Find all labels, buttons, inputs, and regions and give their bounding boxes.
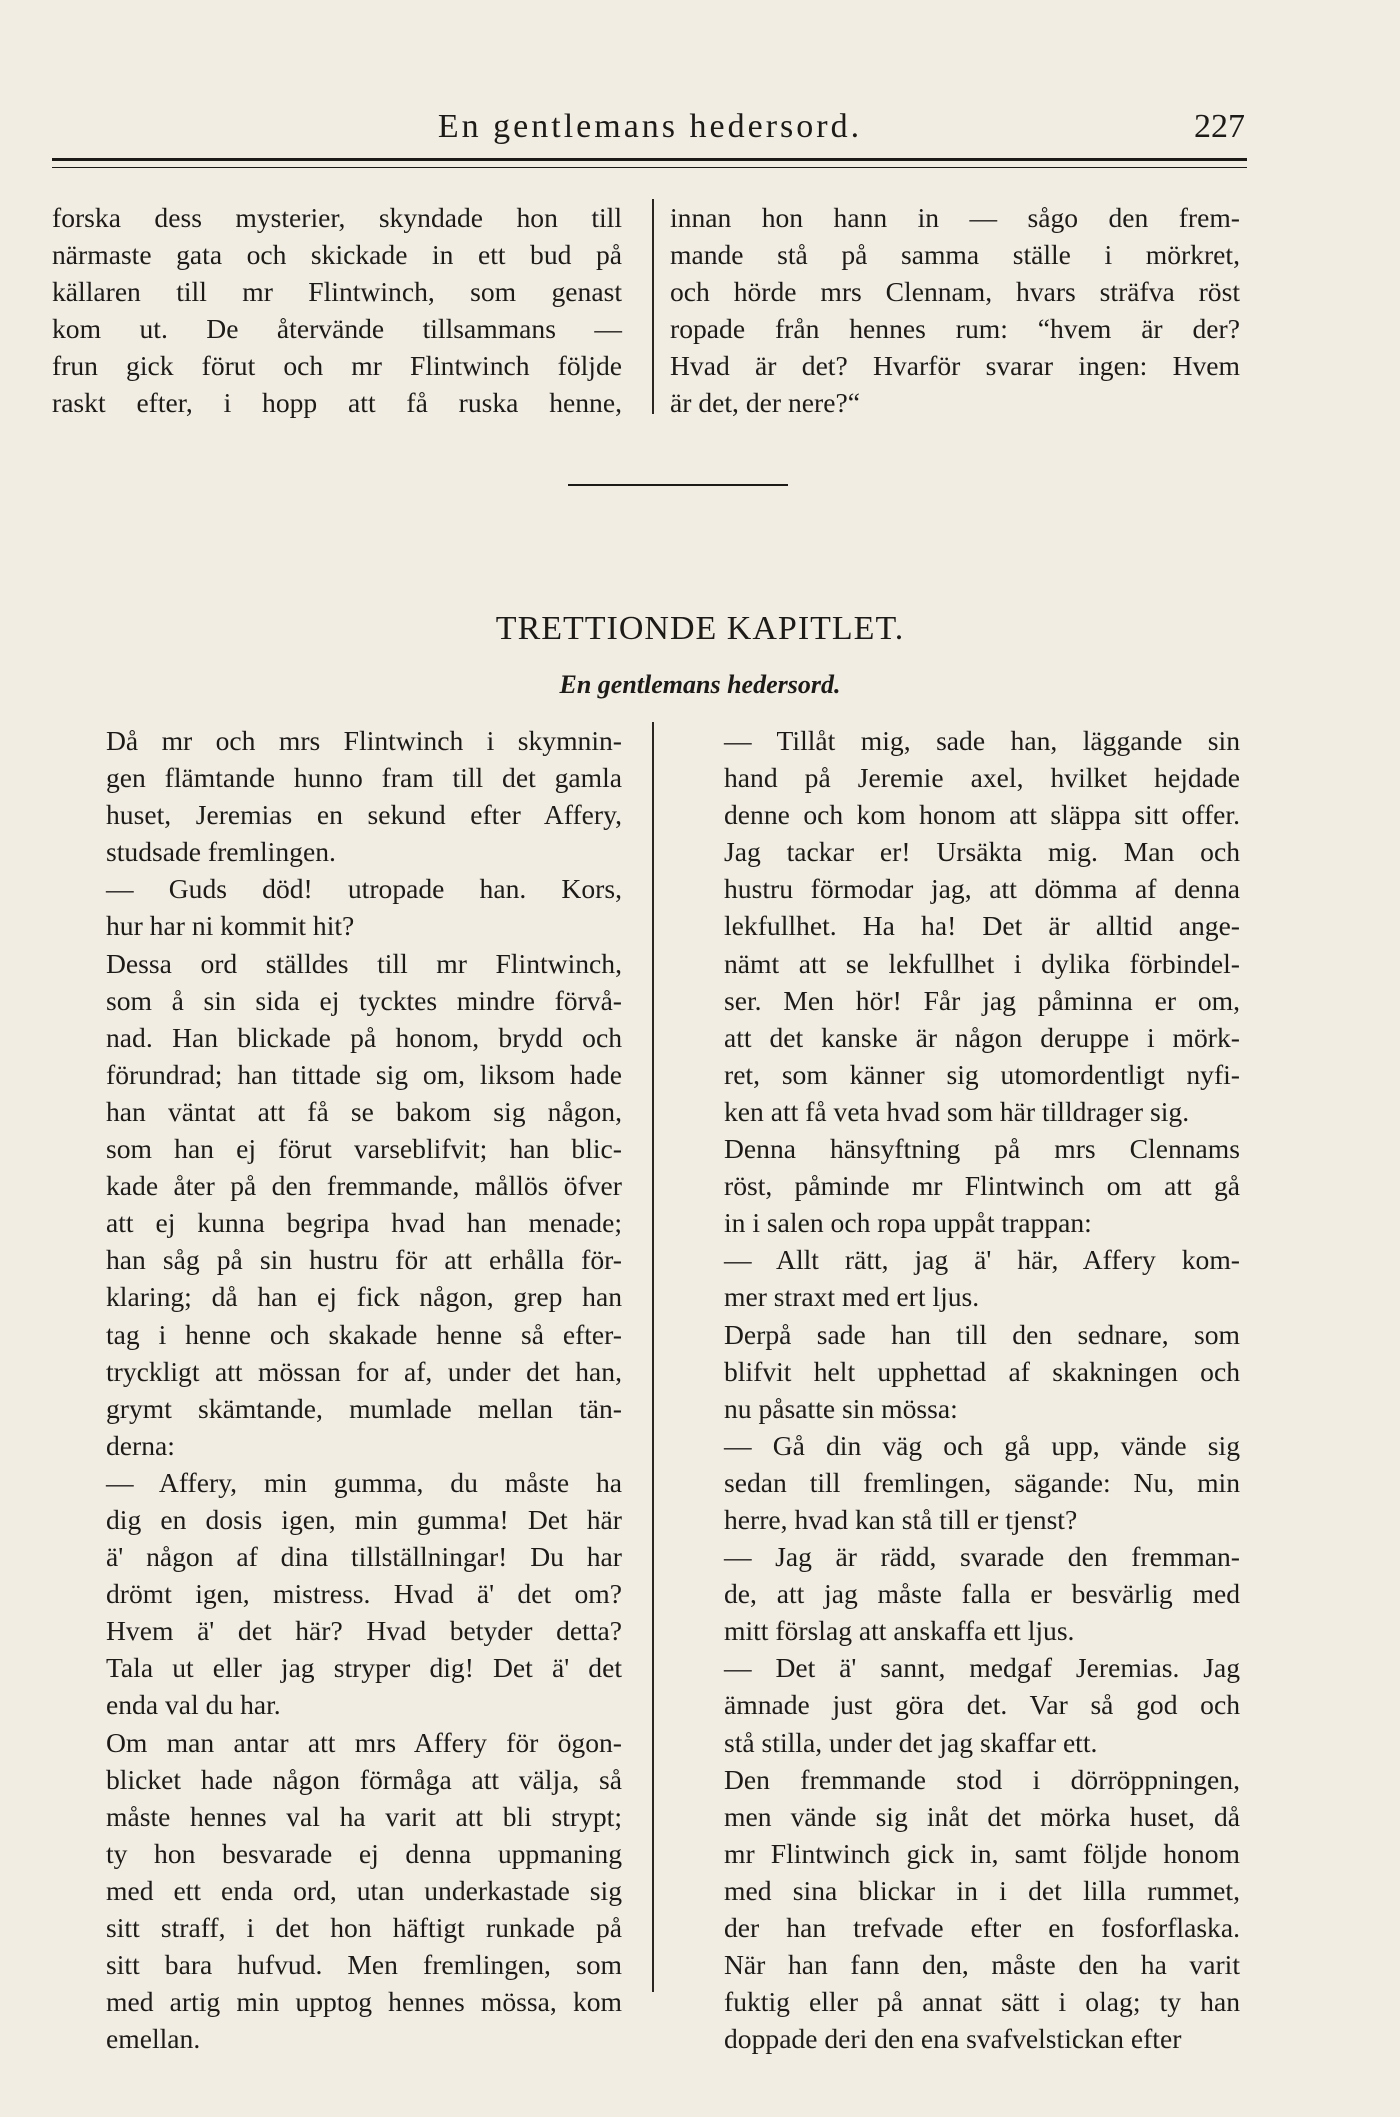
text-line: förundrad; han tittade sig om, liksom hade bbox=[106, 1058, 622, 1090]
bottom-right-column bbox=[670, 722, 1240, 2057]
text-line: Om man antar att mrs Affery för ögon- bbox=[106, 1726, 622, 1758]
top-left-column bbox=[52, 199, 622, 422]
text-line: emellan. bbox=[106, 2023, 201, 2055]
text-line: ken att få veta hvad som här tilldrager sig. bbox=[724, 1095, 1190, 1127]
text-line: stå stilla, under det jag skaffar ett. bbox=[724, 1726, 1098, 1758]
text-line: — Affery, min gumma, du måste ha bbox=[106, 1466, 622, 1498]
text-line: ämnade just göra det. Var så god och bbox=[724, 1689, 1240, 1721]
text-line: mande stå på samma ställe i mörkret, bbox=[670, 239, 1240, 271]
text-line: herre, hvad kan stå till er tjenst? bbox=[724, 1503, 1078, 1535]
text-line: Jag tackar er! Ursäkta mig. Man och bbox=[724, 836, 1240, 868]
text-line: — Allt rätt, jag ä' här, Affery kom- bbox=[724, 1244, 1240, 1276]
paragraph bbox=[52, 870, 622, 944]
text-line: är det, der nere?“ bbox=[670, 387, 860, 419]
text-line: — Det ä' sannt, medgaf Jeremias. Jag bbox=[724, 1652, 1240, 1684]
text-line: kade åter på den fremmande, mållös öfver bbox=[106, 1170, 622, 1202]
text-line: att det kanske är någon deruppe i mörk- bbox=[724, 1021, 1240, 1053]
text-line: tryckligt att mössan for af, under det han, bbox=[106, 1355, 622, 1387]
text-line: nämt att se lekfullhet i dylika förbindel- bbox=[724, 947, 1240, 979]
text-line: nad. Han blickade på honom, brydd och bbox=[106, 1021, 622, 1053]
text-line: doppade deri den ena svafvelstickan efter bbox=[724, 2023, 1182, 2055]
top-right-column bbox=[670, 199, 1240, 422]
text-line: han väntat att få se bakom sig någon, bbox=[106, 1095, 622, 1127]
text-line: Hvad är det? Hvarför svarar ingen: Hvem bbox=[670, 350, 1240, 382]
paragraph bbox=[52, 1724, 622, 2058]
text-line: med sina blickar in i det lilla rummet, bbox=[724, 1874, 1240, 1906]
text-line: frun gick förut och mr Flintwinch följde bbox=[52, 350, 622, 382]
text-line: studsade fremlingen. bbox=[106, 836, 336, 868]
text-line: sitt straff, i det hon häftigt runkade på bbox=[106, 1912, 622, 1943]
paragraph bbox=[670, 1241, 1240, 1315]
text-line: huset, Jeremias en sekund efter Affery, bbox=[106, 799, 622, 831]
text-line: Denna hänsyftning på mrs Clennams bbox=[724, 1133, 1240, 1165]
text-line: Tala ut eller jag stryper dig! Det ä' det bbox=[106, 1652, 622, 1684]
text-line: — Tillåt mig, sade han, läggande sin bbox=[724, 725, 1240, 756]
paragraph bbox=[670, 1427, 1240, 1538]
text-line: med ett enda ord, utan underkastade sig bbox=[106, 1874, 622, 1906]
paragraph bbox=[670, 1130, 1240, 1241]
text-line: som å sin sida ej tycktes mindre förvå- bbox=[106, 984, 622, 1016]
column-divider-top bbox=[652, 199, 654, 414]
text-line: Då mr och mrs Flintwinch i skymnin- bbox=[106, 725, 622, 756]
text-line: han såg på sin hustru för att erhålla för- bbox=[106, 1244, 622, 1276]
text-line: dig en dosis igen, min gumma! Det här bbox=[106, 1503, 622, 1535]
paragraph bbox=[52, 945, 622, 1464]
text-line: närmaste gata och skickade in ett bud på bbox=[52, 239, 622, 271]
header-rule bbox=[52, 158, 1247, 168]
paragraph bbox=[52, 1464, 622, 1724]
page-number: 227 bbox=[1194, 108, 1245, 145]
text-line: och hörde mrs Clennam, hvars sträfva röst bbox=[670, 276, 1240, 308]
chapter-title: TRETTIONDE KAPITLET. bbox=[495, 610, 905, 647]
text-line: hustru förmodar jag, att dömma af denna bbox=[724, 873, 1240, 905]
chapter-subtitle: En gentlemans hedersord. bbox=[559, 670, 841, 699]
running-title: En gentlemans hedersord. bbox=[437, 108, 863, 145]
text-line: grymt skämtande, mumlade mellan tän- bbox=[106, 1392, 622, 1424]
text-line: nu påsatte sin mössa: bbox=[724, 1392, 958, 1424]
text-line: kom ut. De återvände tillsammans — bbox=[52, 313, 622, 345]
text-line: innan hon hann in — sågo den frem- bbox=[670, 202, 1240, 233]
text-line: forska dess mysterier, skyndade hon till bbox=[52, 202, 622, 233]
text-line: tag i henne och skakade henne så efter- bbox=[106, 1318, 622, 1350]
text-line: ser. Men hör! Får jag påminna er om, bbox=[724, 984, 1240, 1016]
text-line: sedan till fremlingen, sägande: Nu, min bbox=[724, 1466, 1240, 1498]
column-divider-bottom bbox=[652, 722, 654, 1992]
text-line: mitt förslag att anskaffa ett ljus. bbox=[724, 1615, 1075, 1647]
text-line: källaren till mr Flintwinch, som genast bbox=[52, 276, 622, 308]
text-line: Den fremmande stod i dörröppningen, bbox=[724, 1763, 1240, 1795]
text-line: som han ej förut varseblifvit; han blic- bbox=[106, 1133, 622, 1165]
text-line: ä' någon af dina tillställningar! Du har bbox=[106, 1541, 622, 1573]
text-line: klaring; då han ej fick någon, grep han bbox=[106, 1281, 622, 1313]
text-line: blifvit helt upphettad af skakningen och bbox=[724, 1355, 1240, 1387]
text-line: röst, påminde mr Flintwinch om att gå bbox=[724, 1170, 1240, 1202]
paragraph bbox=[52, 722, 622, 870]
text-line: hand på Jeremie axel, hvilket hejdade bbox=[724, 762, 1240, 794]
paragraph bbox=[670, 722, 1240, 1130]
paragraph bbox=[670, 1316, 1240, 1427]
text-line: hur har ni kommit hit? bbox=[106, 910, 355, 942]
bottom-left-column bbox=[52, 722, 622, 2057]
text-line: blicket hade någon förmåga att välja, så bbox=[106, 1763, 622, 1795]
text-line: Derpå sade han till den sednare, som bbox=[724, 1318, 1240, 1350]
running-head bbox=[55, 108, 1245, 158]
text-line: derna: bbox=[106, 1429, 175, 1461]
text-line: men vände sig inåt det mörka huset, då bbox=[724, 1800, 1240, 1832]
paragraph bbox=[670, 1538, 1240, 1649]
text-line: sitt bara hufvud. Men fremlingen, som bbox=[106, 1949, 622, 1981]
text-line: gen flämtande hunno fram till det gamla bbox=[106, 762, 622, 794]
text-line: enda val du har. bbox=[106, 1689, 281, 1721]
text-line: — Gå din väg och gå upp, vände sig bbox=[724, 1429, 1240, 1461]
text-line: mer straxt med ert ljus. bbox=[724, 1281, 980, 1313]
text-line: — Jag är rädd, svarade den fremman- bbox=[724, 1541, 1240, 1573]
text-line: med artig min upptog hennes mössa, kom bbox=[106, 1986, 622, 2018]
text-line: de, att jag måste falla er besvärlig med bbox=[724, 1578, 1240, 1610]
paragraph bbox=[670, 1649, 1240, 1760]
text-line: måste hennes val ha varit att bli strypt; bbox=[106, 1800, 622, 1832]
text-line: — Guds död! utropade han. Kors, bbox=[106, 873, 622, 905]
text-line: ropade från hennes rum: “hvem är der? bbox=[670, 313, 1240, 345]
paragraph bbox=[670, 1761, 1240, 2058]
text-line: Hvem ä' det här? Hvad betyder detta? bbox=[106, 1615, 622, 1647]
text-line: raskt efter, i hopp att få ruska henne, bbox=[52, 387, 622, 419]
text-line: drömt igen, mistress. Hvad ä' det om? bbox=[106, 1578, 622, 1610]
text-line: der han trefvade efter en fosforflaska. bbox=[724, 1912, 1240, 1943]
text-line: att ej kunna begripa hvad han menade; bbox=[106, 1207, 622, 1239]
text-line: När han fann den, måste den ha varit bbox=[724, 1949, 1240, 1981]
text-line: lekfullhet. Ha ha! Det är alltid ange- bbox=[724, 910, 1240, 942]
text-line: fuktig eller på annat sätt i olag; ty han bbox=[724, 1986, 1240, 2018]
section-rule bbox=[568, 484, 788, 486]
text-line: Dessa ord ställdes till mr Flintwinch, bbox=[106, 947, 622, 979]
text-line: ret, som känner sig utomordentligt nyfi- bbox=[724, 1058, 1240, 1090]
text-line: ty hon besvarade ej denna uppmaning bbox=[106, 1837, 622, 1869]
text-line: denne och kom honom att släppa sitt offer. bbox=[724, 799, 1240, 831]
text-line: in i salen och ropa uppåt trappan: bbox=[724, 1207, 1092, 1239]
text-line: mr Flintwinch gick in, samt följde honom bbox=[724, 1837, 1240, 1869]
